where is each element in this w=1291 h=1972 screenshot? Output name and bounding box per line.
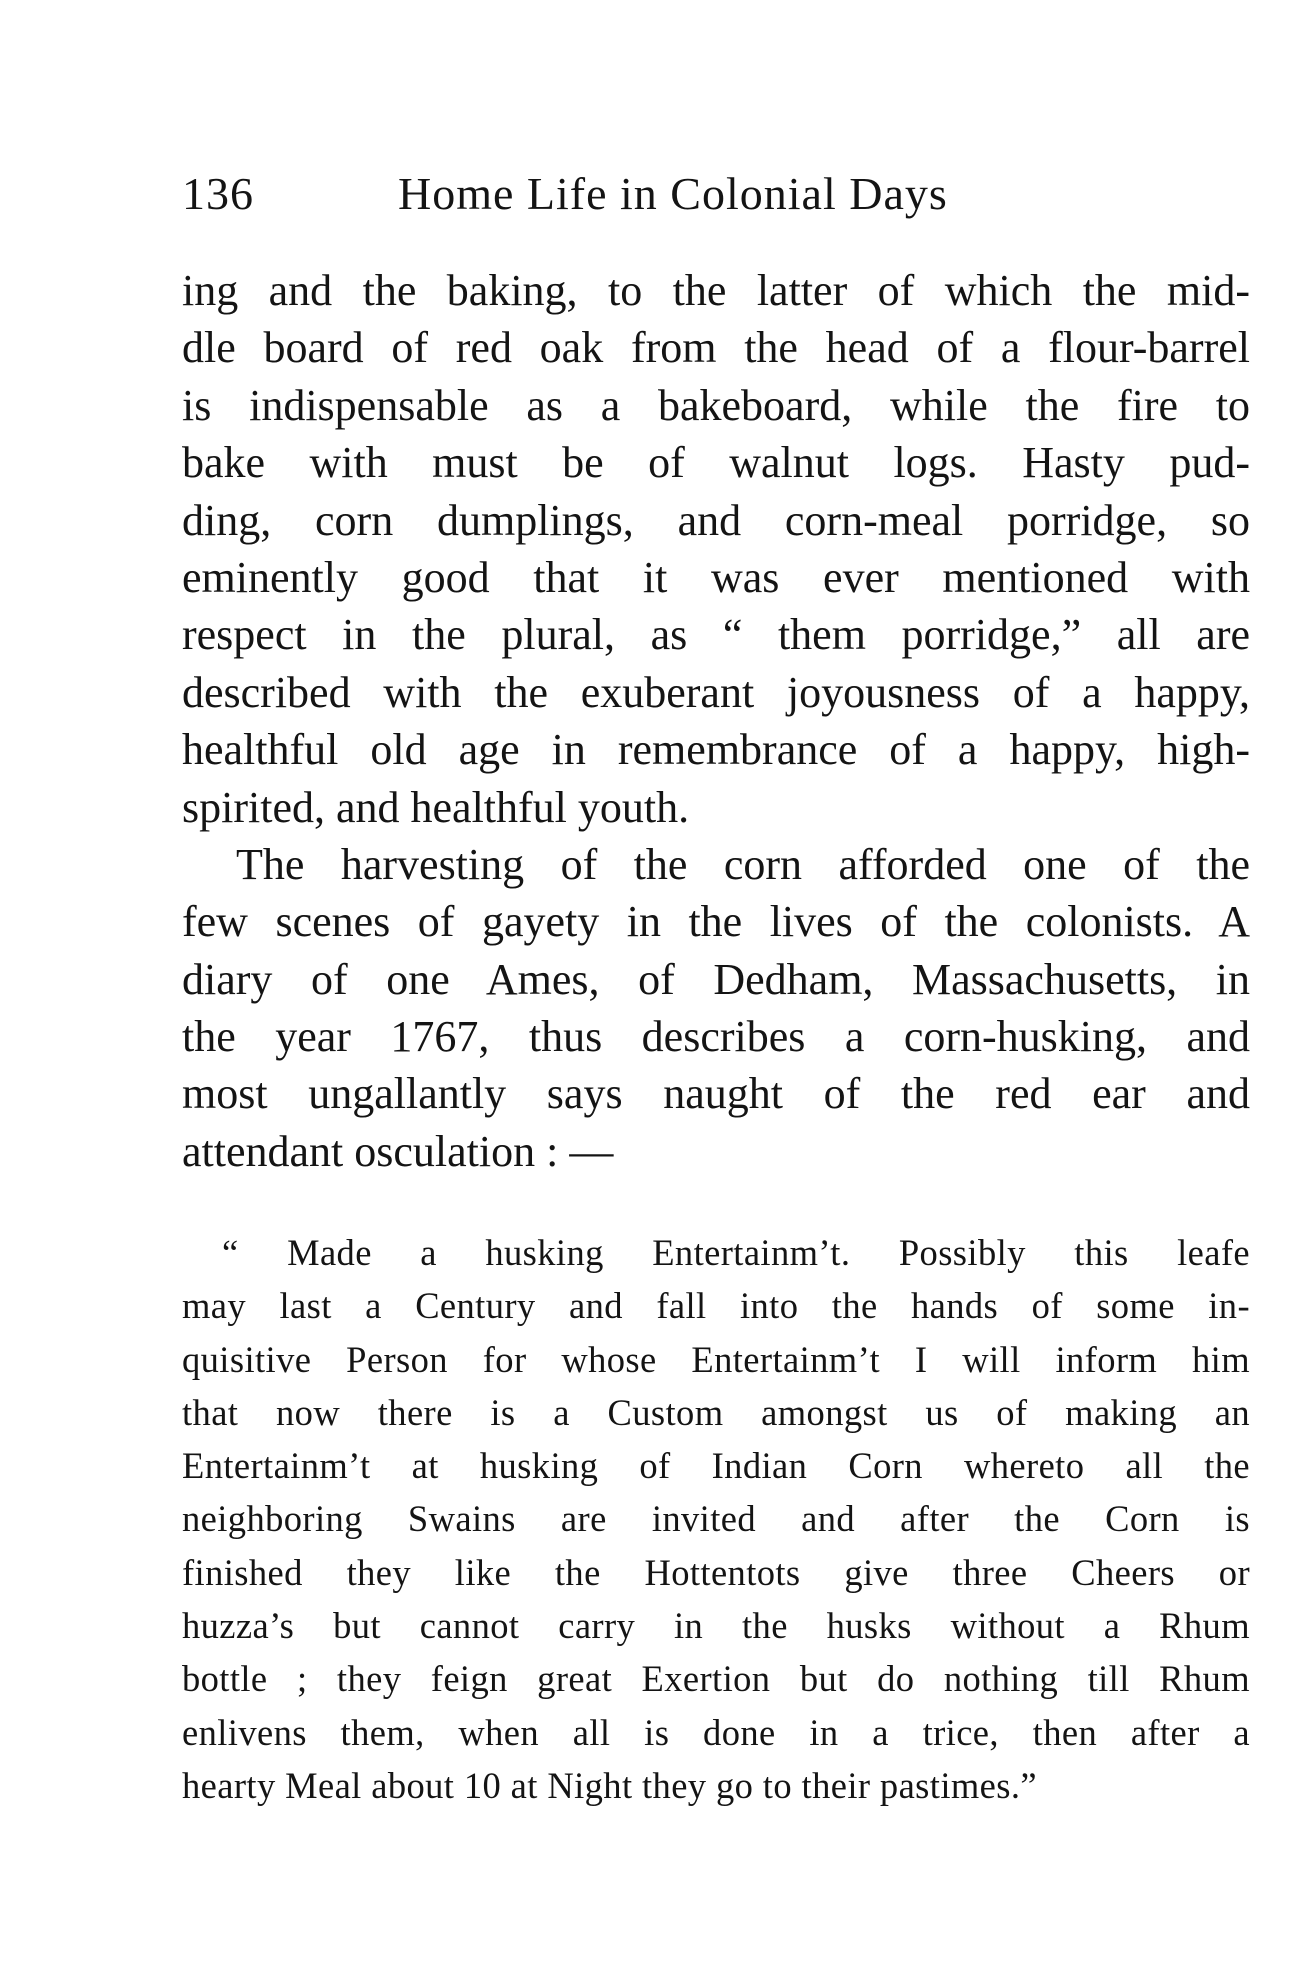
body-text — [182, 262, 1250, 1180]
page-number: 136 — [182, 168, 254, 219]
quote-line: quisitive Person for whose Entertainm’t I will inform him — [182, 1338, 1250, 1380]
body-line: bake with must be of walnut logs. Hasty pud- — [182, 438, 1250, 488]
running-head — [182, 164, 1132, 224]
body-line: is indispensable as a bakeboard, while the fire to — [182, 380, 1250, 430]
body-line: most ungallantly says naught of the red ear and — [182, 1069, 1250, 1119]
body-line: respect in the plural, as “ them porridge,” all are — [182, 610, 1250, 660]
book-title: Home Life in Colonial Days — [398, 168, 948, 219]
quote-line: finished they like the Hottentots give three Cheers or — [182, 1551, 1250, 1593]
quote-line: enlivens them, when all is done in a trice, then after a — [182, 1711, 1250, 1753]
body-line: healthful old age in remembrance of a happy, high- — [182, 725, 1250, 775]
body-line: ing and the baking, to the latter of which the mid- — [182, 266, 1250, 315]
quote-line: may last a Century and fall into the hands of some in- — [182, 1285, 1250, 1327]
body-line: few scenes of gayety in the lives of the colonists. A — [182, 897, 1250, 947]
quote-line: Entertainm’t at husking of Indian Corn whereto all the — [182, 1445, 1250, 1487]
quote-line: huzza’s but cannot carry in the husks without a Rhum — [182, 1605, 1250, 1647]
body-line: diary of one Ames, of Dedham, Massachusetts, in — [182, 954, 1250, 1004]
body-line: dle board of red oak from the head of a flour-barrel — [182, 323, 1250, 373]
body-line: spirited, and healthful youth. — [182, 782, 690, 832]
body-line: ding, corn dumplings, and corn-meal porridge, so — [182, 495, 1250, 545]
quote-line: bottle ; they feign great Exertion but do nothing till Rhum — [182, 1658, 1250, 1700]
body-line: attendant osculation : — — [182, 1126, 614, 1176]
body-line: the year 1767, thus describes a corn-husking, and — [182, 1012, 1250, 1062]
block-quote — [182, 1226, 1250, 1812]
quote-line: “ Made a husking Entertainm’t. Possibly this leafe — [222, 1232, 1250, 1273]
quote-line: hearty Meal about 10 at Night they go to their pastimes.” — [182, 1764, 1037, 1806]
quote-line: neighboring Swains are invited and after the Corn is — [182, 1498, 1250, 1540]
quote-line: that now there is a Custom amongst us of making an — [182, 1391, 1250, 1433]
body-line: The harvesting of the corn afforded one of the — [236, 839, 1250, 889]
body-line: eminently good that it was ever mentioned with — [182, 552, 1250, 602]
body-line: described with the exuberant joyousness of a happy, — [182, 667, 1250, 717]
